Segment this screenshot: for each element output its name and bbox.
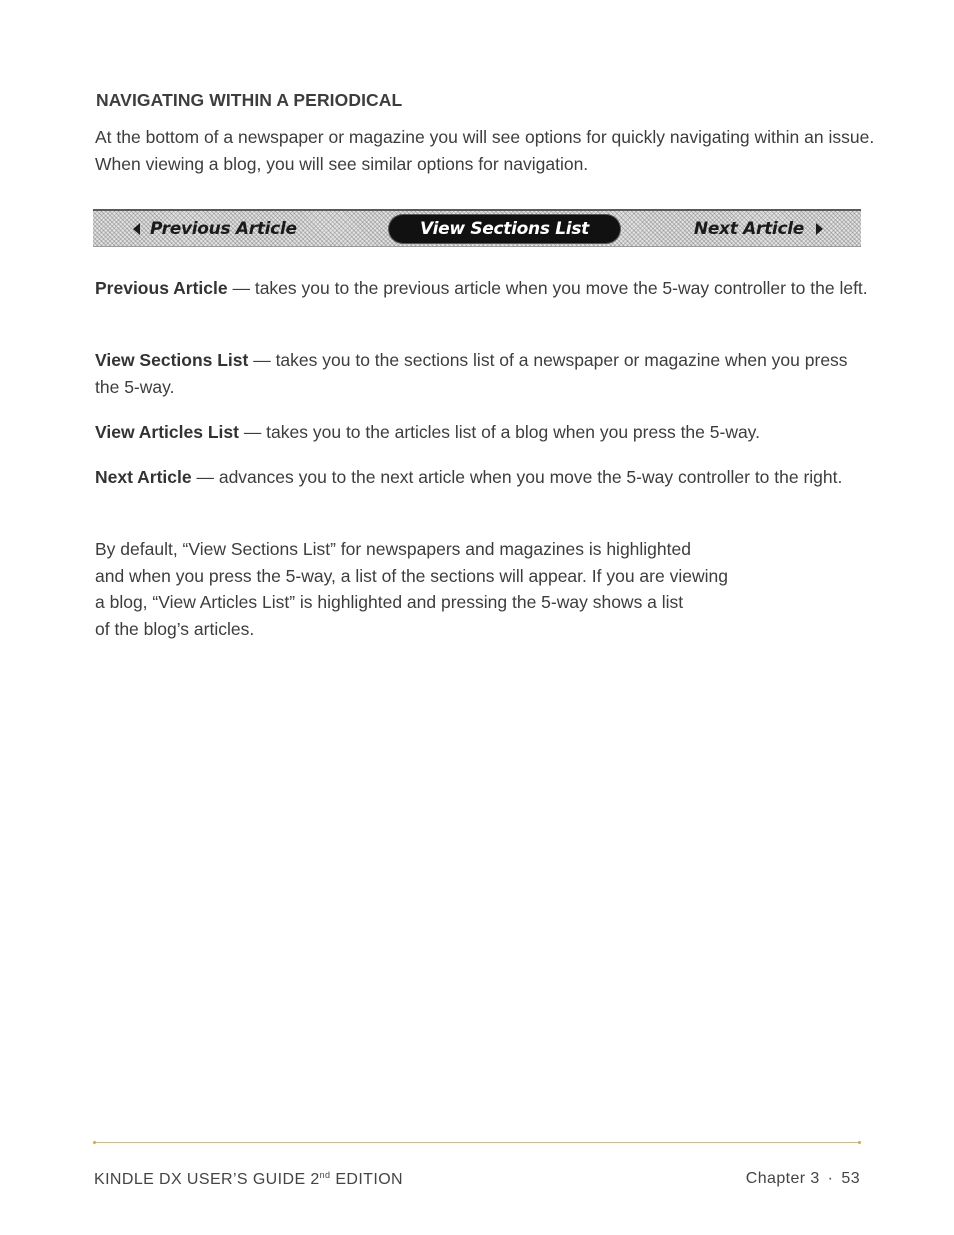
closing-line-4: of the blog’s articles.	[95, 618, 255, 639]
definition-view-sections-list	[95, 347, 875, 400]
closing-line-3: a blog, “View Articles List” is highlighted and pressing the 5-way shows a list	[95, 592, 684, 612]
definition-term: Previous Article	[95, 278, 228, 298]
definition-description: — advances you to the next article when you move the 5-way controller to the right.	[191, 467, 843, 487]
edition-text: EDITION	[330, 1171, 404, 1188]
section-heading: NAVIGATING WITHIN A PERIODICAL	[96, 90, 403, 110]
definition-description: — takes you to the sections list of a newspaper or magazine when you press the 5-way.	[95, 350, 848, 397]
footer-guide-title	[94, 1170, 403, 1189]
definition-description: — takes you to the previous article when you move the 5-way controller to the left.	[227, 278, 868, 298]
periodical-navigation-bar	[93, 209, 861, 247]
closing-line-2: and when you press the 5-way, a list of the sections will appear. If you are viewing	[95, 565, 728, 586]
footer-page-info	[746, 1170, 860, 1188]
view-sections-list-label: View Sections List	[420, 219, 589, 239]
intro-paragraph: At the bottom of a newspaper or magazine you will see options for quickly navigating within an issue. When viewing a blog, you will see similar options for navigation.	[95, 127, 875, 174]
footer-divider	[94, 1142, 860, 1143]
definition-view-articles-list	[95, 419, 875, 446]
definition-term: View Articles List	[95, 422, 239, 442]
next-article-label: Next Article	[693, 219, 804, 239]
definition-description: — takes you to the articles list of a blog when you press the 5-way.	[238, 422, 760, 442]
edition-superscript: nd	[319, 1170, 331, 1180]
view-sections-list-button[interactable]	[389, 215, 620, 243]
closing-paragraph	[95, 536, 875, 642]
definition-next-article	[95, 464, 875, 491]
definition-term: View Sections List	[95, 350, 249, 370]
guide-title: KINDLE DX USER’S GUIDE 2	[94, 1171, 320, 1188]
closing-line-1: By default, “View Sections List” for newspapers and magazines is highlighted	[95, 539, 691, 559]
previous-article-label: Previous Article	[150, 219, 297, 239]
definition-term: Next Article	[95, 467, 192, 487]
arrow-left-icon	[133, 223, 140, 235]
chapter-label: Chapter 3	[745, 1170, 820, 1187]
previous-article-button[interactable]	[133, 215, 297, 243]
definition-previous-article	[95, 275, 875, 302]
arrow-right-icon	[816, 223, 823, 235]
footer-separator: ·	[827, 1170, 834, 1187]
next-article-button[interactable]	[694, 215, 823, 243]
page-number: 53	[841, 1170, 860, 1187]
